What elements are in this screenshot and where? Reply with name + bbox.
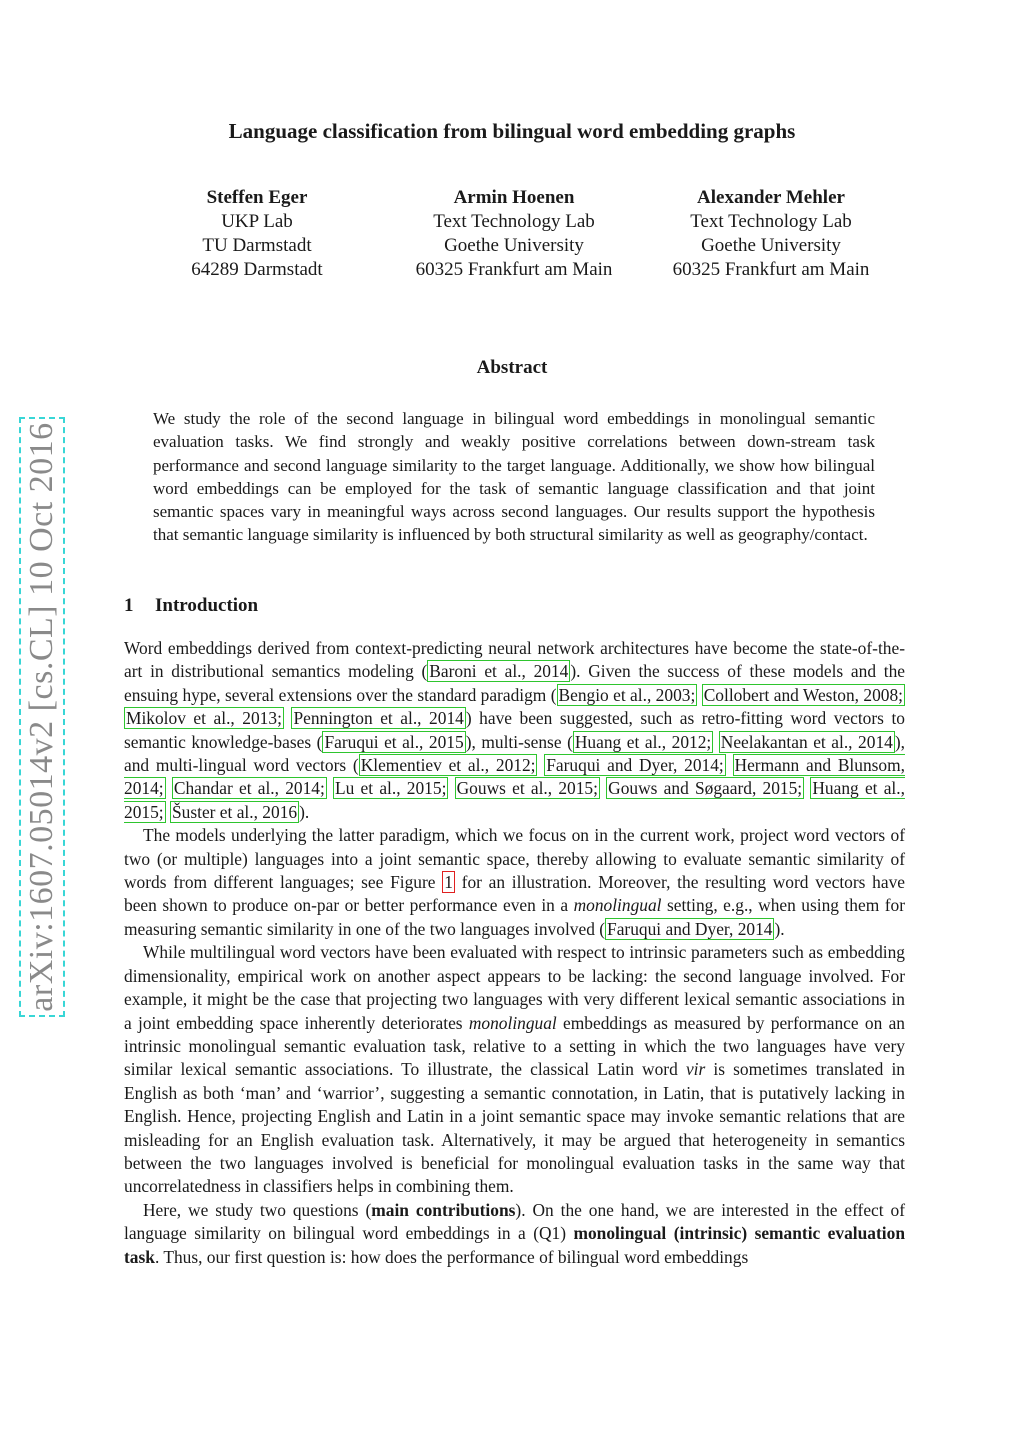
citation-link[interactable]: Gouws and Søgaard, 2015; — [608, 778, 803, 799]
citation-link[interactable]: Chandar et al., 2014; — [173, 778, 325, 799]
citation-link[interactable]: Lu et al., 2015; — [335, 778, 447, 799]
author-affiliation: UKP Lab — [221, 211, 293, 232]
author-affiliation: Text Technology Lab — [433, 211, 595, 232]
section-title: Introduction — [155, 595, 259, 616]
author-affiliation: Goethe University — [444, 235, 584, 256]
citation-link[interactable]: Bengio et al., 2003; — [558, 684, 696, 705]
paper-title: Language classification from bilingual word embedding graphs — [228, 119, 796, 143]
citation-link[interactable]: Klementiev et al., 2012; — [360, 755, 536, 776]
abstract-text: We study the role of the second language in bilingual word embeddings in monolingual semantic evaluation tasks. We find strongly and weakly positive correlations between down-stream task performance and second language similarity to the target language. Additionally, we show how bilingual word embeddings can be employed for the task of semantic language classification and that joint semantic spaces vary in meaningful ways across second languages. Our results support the hypothesis that semantic language similarity is influenced by both structural similarity as well as geography/contact. — [153, 409, 875, 545]
author-affiliation: 60325 Frankfurt am Main — [672, 259, 870, 280]
citation-link[interactable]: Šuster et al., 2016 — [171, 801, 298, 822]
citation-link[interactable]: Gouws et al., 2015; — [456, 778, 598, 799]
figure-reference-link[interactable]: 1 — [444, 872, 453, 893]
citation-link[interactable]: Huang et al., 2015; — [124, 778, 905, 822]
citation-link[interactable]: Collobert and Weston, 2008; — [703, 684, 904, 705]
author-name: Alexander Mehler — [697, 187, 845, 208]
paragraph: While multilingual word vectors have been evaluated with respect to intrinsic parameters such as embedding dimensionality, empirical work on another aspect appears to be lacking: the second language involved. For example, it might be the case that projecting two languages with very different lexical semantic associations in a joint embedding space inherently deteriorates monolingual embeddings as measured by performance on an intrinsic monolingual semantic evaluation task, relative to a setting in which the two languages have very similar lexical semantic associations. To illustrate, the classical Latin word vir is sometimes translated in English as both ‘man’ and ‘warrior’, suggesting a semantic connotation, in Latin, that is putatively lacking in English. Hence, projecting English and Latin in a joint semantic space may invoke semantic relations that are misleading for an English evaluation task. Alternatively, it may be argued that heterogeneity in semantics between the two languages involved is beneficial for monolingual evaluation tasks in the same way that uncorrelatedness in classifiers helps in combining them. — [124, 942, 905, 1197]
citation-link[interactable]: Faruqui et al., 2015 — [324, 731, 464, 752]
paragraph: Word embeddings derived from context-predicting neural network architectures have become the state-of-the-art in distributional semantics modeling ( Baroni et al., 2014 ). Given the success of these models and the ensuing hype, several extensions over the standard paradigm ( Bengio et al., 2003; Collobert and Weston, 2008; Mikolov et al., 2013; Pennington et al., 2014 ) have been suggested, such as retro-fitting word vectors to semantic knowledge-bases ( Faruqui et al., 2015 ), multi-sense ( Huang et al., 2012; Neelakantan et al., 2014 ), and multi-lingual word vectors ( Klementiev et al., 2012; Faruqui and Dyer, 2014; Hermann and Blunsom, 2014; Chandar et al., 2014; Lu et al., 2015; Gouws et al., 2015; Gouws and Søgaard, 2015; Huang et al., 2015; Šuster et al., 2016 ). — [124, 638, 905, 822]
arxiv-identifier[interactable]: arXiv:1607.05014v2 [cs.CL] 10 Oct 2016 — [19, 417, 65, 1017]
author-affiliation: Text Technology Lab — [690, 211, 852, 232]
citation-link[interactable]: Baroni et al., 2014 — [429, 661, 569, 682]
citation-link[interactable]: Neelakantan et al., 2014 — [720, 731, 893, 752]
author-name: Steffen Eger — [206, 187, 308, 208]
author-affiliation: TU Darmstadt — [202, 235, 312, 256]
author-affiliation: Goethe University — [701, 235, 841, 256]
paragraph: Here, we study two questions (main contributions). On the one hand, we are interested in the effect of language similarity on bilingual word embeddings in a (Q1) monolingual (intrinsic) semantic evaluation task. Thus, our first question is: how does the performance of bilingual word embeddings — [124, 1199, 906, 1267]
author-block — [384, 186, 644, 282]
body-text — [124, 637, 905, 1269]
section-heading — [124, 595, 258, 617]
section-number: 1 — [124, 595, 134, 616]
citation-link[interactable]: Hermann and Blunsom, 2014; — [124, 755, 905, 799]
citation-link[interactable]: Faruqui and Dyer, 2014; — [546, 755, 724, 776]
abstract-heading: Abstract — [476, 357, 548, 378]
paragraph: The models underlying the latter paradigm, which we focus on in the current work, project word vectors of two (or multiple) languages into a joint semantic space, thereby allowing to evaluate semantic similarity of words from different languages; see Figure 1 for an illustration. Moreover, the resulting word vectors have been shown to produce on-par or better performance even in a monolingual setting, e.g., when using them for measuring semantic similarity in one of the two languages involved ( Faruqui and Dyer, 2014 ). — [124, 825, 906, 939]
citation-link[interactable]: Pennington et al., 2014 — [293, 708, 464, 729]
author-block — [127, 186, 387, 282]
citation-link[interactable]: Huang et al., 2012; — [574, 731, 712, 752]
author-name: Armin Hoenen — [453, 187, 575, 208]
author-affiliation: 60325 Frankfurt am Main — [415, 259, 613, 280]
citation-link[interactable]: Mikolov et al., 2013; — [126, 708, 282, 729]
citation-link[interactable]: Faruqui and Dyer, 2014 — [607, 918, 773, 939]
author-affiliation: 64289 Darmstadt — [191, 259, 323, 280]
author-block — [641, 186, 901, 282]
